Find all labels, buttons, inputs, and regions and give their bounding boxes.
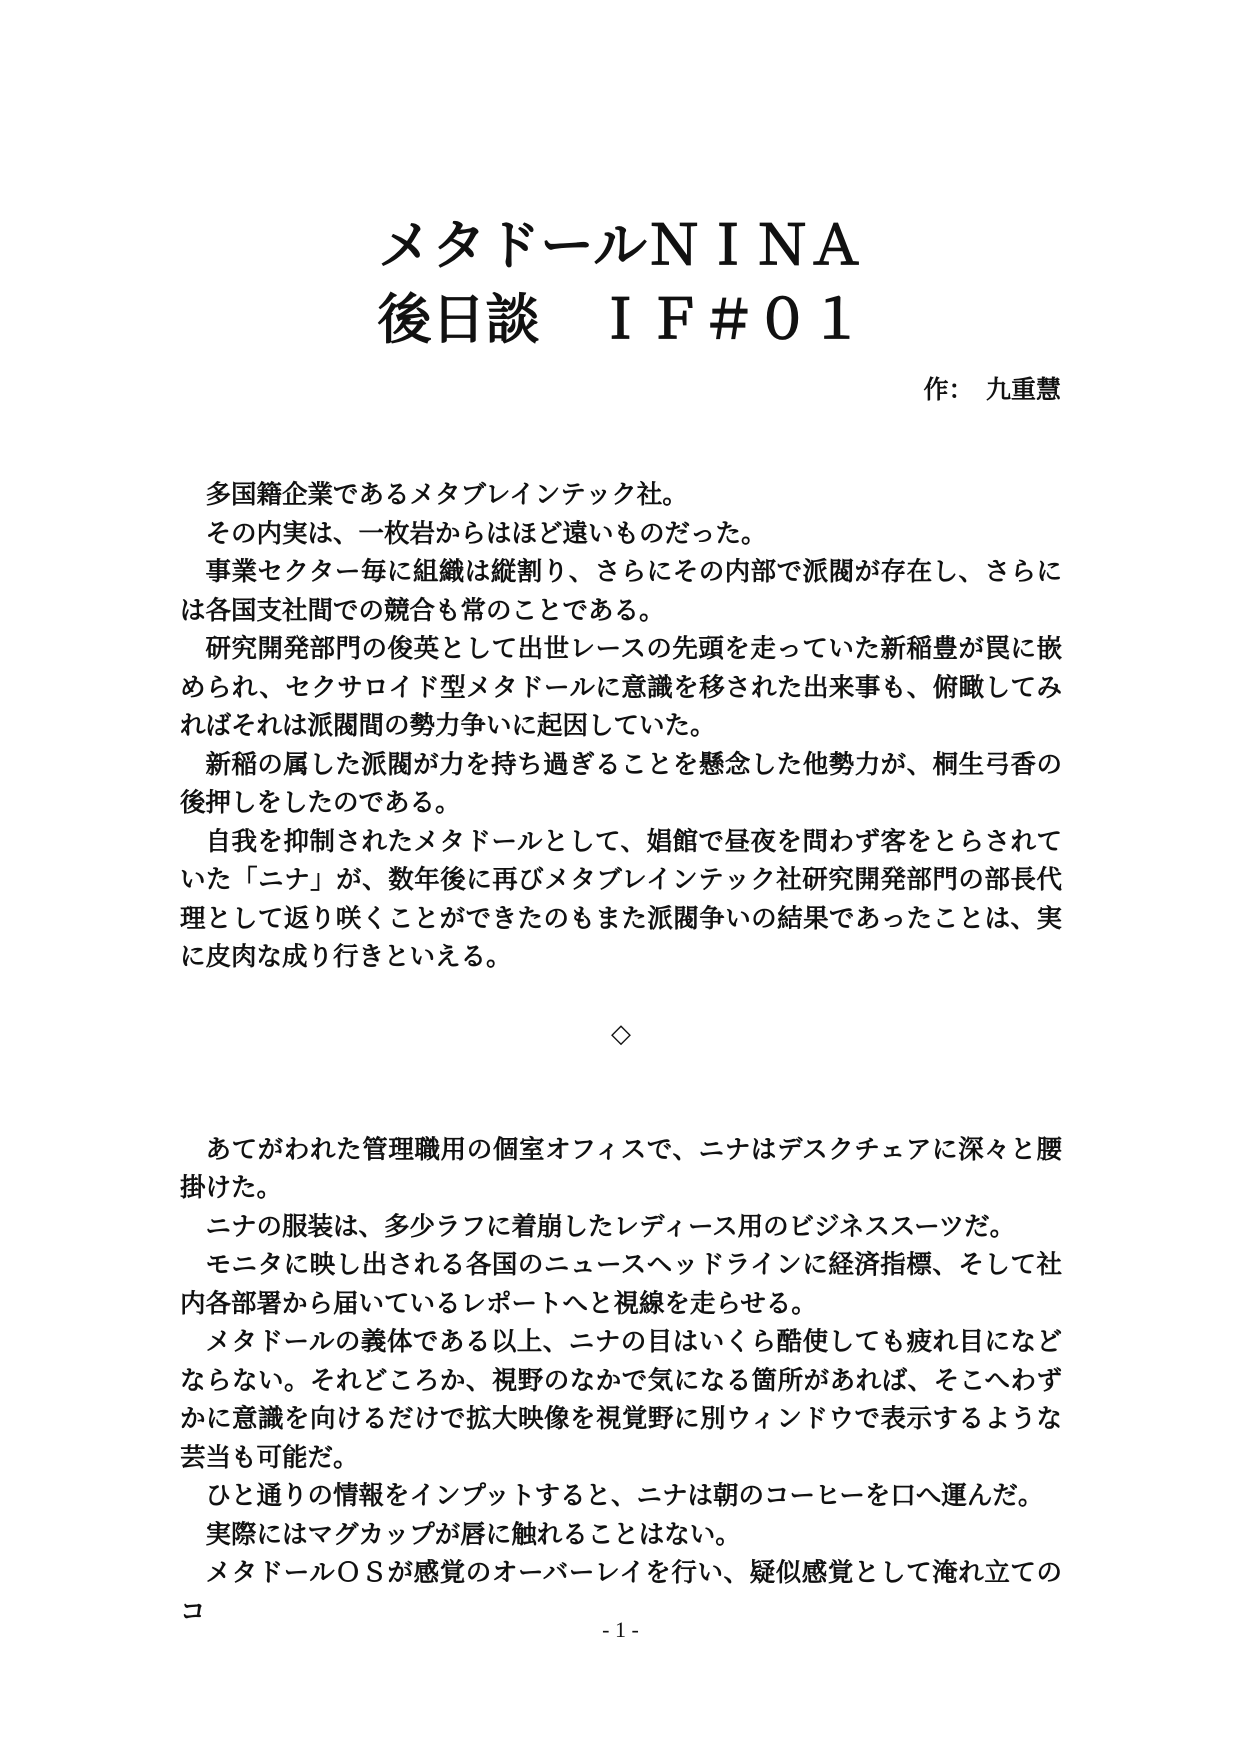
title-block	[0, 208, 1241, 356]
paragraph: 研究開発部門の俊英として出世レースの先頭を走っていた新稲豊が罠に嵌められ、セクサロイド型メタドールに意識を移された出来事も、俯瞰してみればそれは派閥間の勢力争いに起因していた。	[180, 634, 1062, 741]
paragraph: 多国籍企業であるメタブレインテック社。	[205, 480, 688, 510]
page-number: - 1 -	[602, 1617, 639, 1642]
title-line-2: 後日談 ＩＦ＃０１	[377, 287, 864, 351]
paragraph: メタドールＯＳが感覚のオーバーレイを行い、疑似感覚として淹れ立てのコ	[180, 1558, 1062, 1627]
paragraph: モニタに映し出される各国のニュースヘッドラインに経済指標、そして社内各部署から届いているレポートへと視線を走らせる。	[180, 1250, 1062, 1319]
paragraph: 自我を抑制されたメタドールとして、娼館で昼夜を問わず客をとらされていた「ニナ」が、数年後に再びメタブレインテック社研究開発部門の部長代理として返り咲くことができたのもまた派閥争いの結果であったことは、実に皮肉な成り行きといえる。	[180, 826, 1062, 972]
paragraph: 実際にはマグカップが唇に触れることはない。	[205, 1519, 741, 1550]
author-credit: 作： 九重慧	[923, 375, 1061, 404]
paragraph: ひと通りの情報をインプットすると、ニナは朝のコーヒーを口へ運んだ。	[205, 1481, 1044, 1511]
title-line-1: メタドールＮＩＮＡ	[378, 213, 863, 277]
paragraph: メタドールの義体である以上、ニナの目はいくら酷使しても疲れ目になどならない。それどころか、視野のなかで気になる箇所があれば、そこへわずかに意識を向けるだけで拡大映像を視覚野に別ウィンドウで表示するような芸当も可能だ。	[180, 1327, 1062, 1473]
paragraph: 事業セクター毎に組織は縦割り、さらにその内部で派閥が存在し、さらには各国支社間での競合も常のことである。	[180, 557, 1062, 626]
body-text	[180, 476, 1062, 1631]
paragraph: あてがわれた管理職用の個室オフィスで、ニナはデスクチェアに深々と腰掛けた。	[180, 1134, 1062, 1203]
paragraph: ニナの服装は、多少ラフに着崩したレディース用のビジネススーツだ。	[205, 1211, 1016, 1242]
section-divider: ◇	[611, 1018, 631, 1049]
paragraph: 新稲の属した派閥が力を持ち過ぎることを懸念した他勢力が、桐生弓香の後押しをしたのである。	[180, 749, 1062, 818]
paragraph: その内実は、一枚岩からはほど遠いものだった。	[205, 518, 767, 549]
